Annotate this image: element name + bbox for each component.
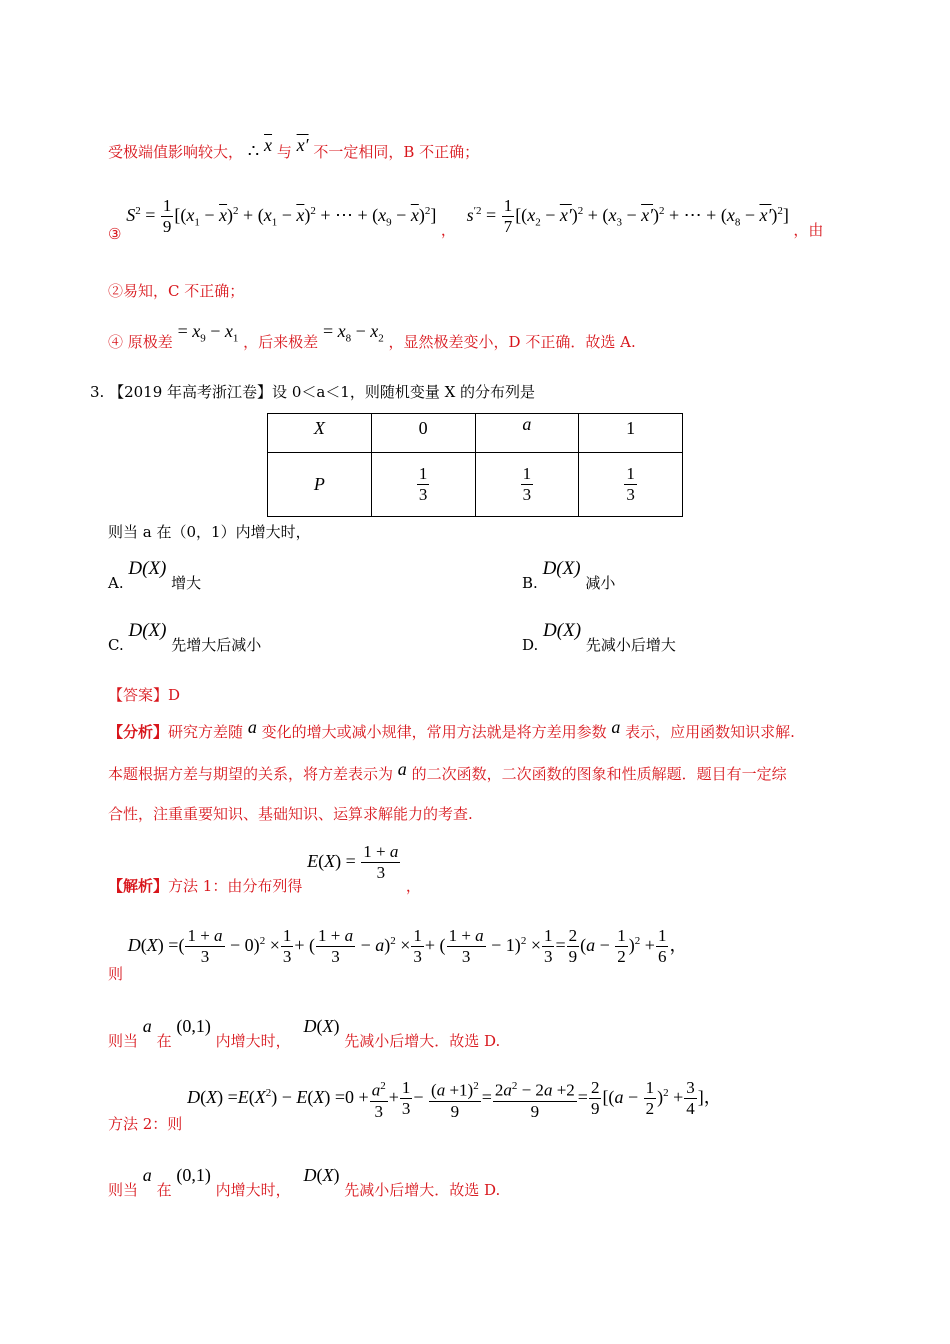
question-3-stem	[90, 381, 535, 403]
question-text: 设 0＜a＜1，则随机变量 X 的分布列是	[272, 383, 536, 401]
solution-method-2: 方法 2：则 $D(X) =E(X^2) - E(X) =0$ + $\frac{a^2}{3}$ + $\frac{1}{3}$ − $\frac{(a +1)^2}{9}$ = $\frac{2a^2 - 2a +2}{9}$ = $\frac{2}{9}$ [(a − $\frac{1}{2}$ )$^2$ + $\frac{3}{4}$ ]，	[108, 1076, 722, 1128]
question-number: 3.	[90, 383, 105, 401]
table-cell: P	[268, 453, 372, 517]
line2-tail: ，由	[793, 220, 824, 239]
option-d-expr: D(X)	[543, 620, 582, 641]
variance-formula-2: $D(X) =E(X^2) - E(X) =0$ + $\frac{a^2}{3}$ + $\frac{1}{3}$ − $\frac{(a +1)^2}{9}$ = $\frac{2a^2 - 2a +2}{9}$ = $\frac{2}{9}$ [(a − $\frac{1}{2}$ )$^2$ + $\frac{3}{4}$ ]，	[187, 1087, 722, 1107]
x-bar: $\overline{x}$	[264, 135, 273, 155]
conclusion-2: 则当 a 在 (0,1) 内增大时， D(X) 先减小后增大．故选 D.	[108, 1165, 501, 1199]
table-row	[268, 414, 683, 453]
table-cell: a	[475, 414, 579, 453]
s2-prime-formula: $s^{'2}$ = $\frac{1}{7}$ [$(x_2 - x')^2 + (x_3 - x')^2$ + ⋯ + $(x_8 - x')^2$]	[466, 196, 794, 236]
answer-value: D	[168, 686, 181, 704]
solution-line-4	[108, 321, 636, 360]
option-b-expr: D(X)	[542, 558, 581, 579]
question-source: 【2019 年高考浙江卷】	[109, 383, 273, 401]
analysis-line-2: 本题根据方差与期望的关系，将方差表示为 a 的二次函数，二次函数的图象和性质解题．题目有一定综	[108, 759, 787, 783]
solution-line-3: ②易知，C 不正确；	[108, 282, 245, 300]
table-cell: X	[268, 414, 372, 453]
table-cell: 0	[371, 414, 475, 453]
option-a-text: 增大	[171, 574, 202, 592]
interval-0-1: (0,1)	[176, 1165, 211, 1185]
original-range-expr: = $x_9 - x_1$	[177, 321, 239, 345]
comma: ，	[440, 220, 456, 239]
original-range-label: ④ 原极差	[108, 333, 173, 351]
solution-method-1: 【解析】方法 1：由分布列得 E(X) = $\frac{1 + a}{3}$ ，	[108, 842, 421, 895]
option-c[interactable]: C. D(X) 先增大后减小	[108, 620, 262, 654]
line1-rest: 不一定相同，B 不正确；	[313, 143, 480, 161]
solution-line-1	[108, 135, 480, 163]
s2-formula: $S^2$ = $\frac{1}{9}$ [$(x_1 - \overline{x})^2 + (x_1 - \overline{x})^2$ + ⋯ + $(x_9 - \overline{x})^2$]	[126, 196, 441, 236]
answer-label: 【答案】	[108, 686, 169, 704]
conclusion-1: 则当 a 在 (0,1) 内增大时， D(X) 先减小后增大．故选 D.	[108, 1016, 501, 1050]
table-cell: $\frac{1}{3}$	[371, 453, 475, 517]
option-b[interactable]: B. D(X) 减小	[522, 558, 616, 592]
table-row	[268, 453, 683, 517]
later-range-label: ，后来极差	[243, 333, 319, 351]
question-followup: 则当 a 在（0，1）内增大时，	[108, 523, 311, 541]
with-text: 与	[276, 143, 292, 161]
solution-line-2	[108, 196, 824, 243]
therefore-symbol: ∴	[247, 141, 260, 161]
option-a[interactable]: A. D(X) 增大	[108, 558, 202, 592]
option-c-text: 先增大后减小	[171, 636, 262, 654]
line1-text: 受极端值影响较大，	[108, 143, 244, 161]
option-c-expr: D(X)	[128, 620, 167, 641]
table-cell: $\frac{1}{3}$	[475, 453, 579, 517]
x-bar-prime: x′	[296, 135, 309, 155]
variance-derivation-1: 则 D(X) =( $\frac{1 + a}{3}$ − 0)$^2$ × $\frac{1}{3}$ + ( $\frac{1 + a}{3}$ − a)$^2$ × $\frac{1}{3}$ + ( $\frac{1 + a}{3}$ − 1)$^2$ × $\frac{1}{3}$ = $\frac{2}{9}$ (a − $\frac{1}{2}$ )$^2$ + $\frac{1}{6}$ ，	[108, 926, 688, 983]
option-d-text: 先减小后增大	[585, 636, 676, 654]
option-b-text: 减小	[585, 574, 616, 592]
option-a-expr: D(X)	[128, 558, 167, 579]
analysis-label: 【分析】	[108, 723, 169, 741]
interval-0-1: (0,1)	[176, 1016, 211, 1036]
circle-3-marker: ③	[108, 224, 122, 243]
analysis-line-3: 合性，注重重要知识、基础知识、运算求解能力的考查.	[108, 805, 473, 823]
table-cell: $\frac{1}{3}$	[579, 453, 683, 517]
table-cell: 1	[579, 414, 683, 453]
variance-formula-1: D(X) =( $\frac{1 + a}{3}$ − 0)$^2$ × $\frac{1}{3}$ + ( $\frac{1 + a}{3}$ − a)$^2$ × $\frac{1}{3}$ + ( $\frac{1 + a}{3}$ − 1)$^2$ × $\frac{1}{3}$ = $\frac{2}{9}$ (a − $\frac{1}{2}$ )$^2$ + $\frac{1}{6}$ ，	[127, 926, 688, 966]
option-d[interactable]: D. D(X) 先减小后增大	[522, 620, 676, 654]
distribution-table	[267, 413, 683, 517]
analysis-line-1: 【分析】研究方差随 a 变化的增大或减小规律，常用方法就是将方差用参数 a 表示，应用函数知识求解.	[108, 717, 795, 741]
expectation-formula: E(X) = $\frac{1 + a}{3}$	[307, 842, 399, 882]
answer-line	[108, 684, 180, 706]
solution-label: 【解析】	[108, 876, 169, 895]
later-range-expr: = $x_8 - x_2$	[322, 321, 384, 345]
line4-conclusion: ，显然极差变小，D 不正确．故选 A.	[388, 333, 636, 351]
